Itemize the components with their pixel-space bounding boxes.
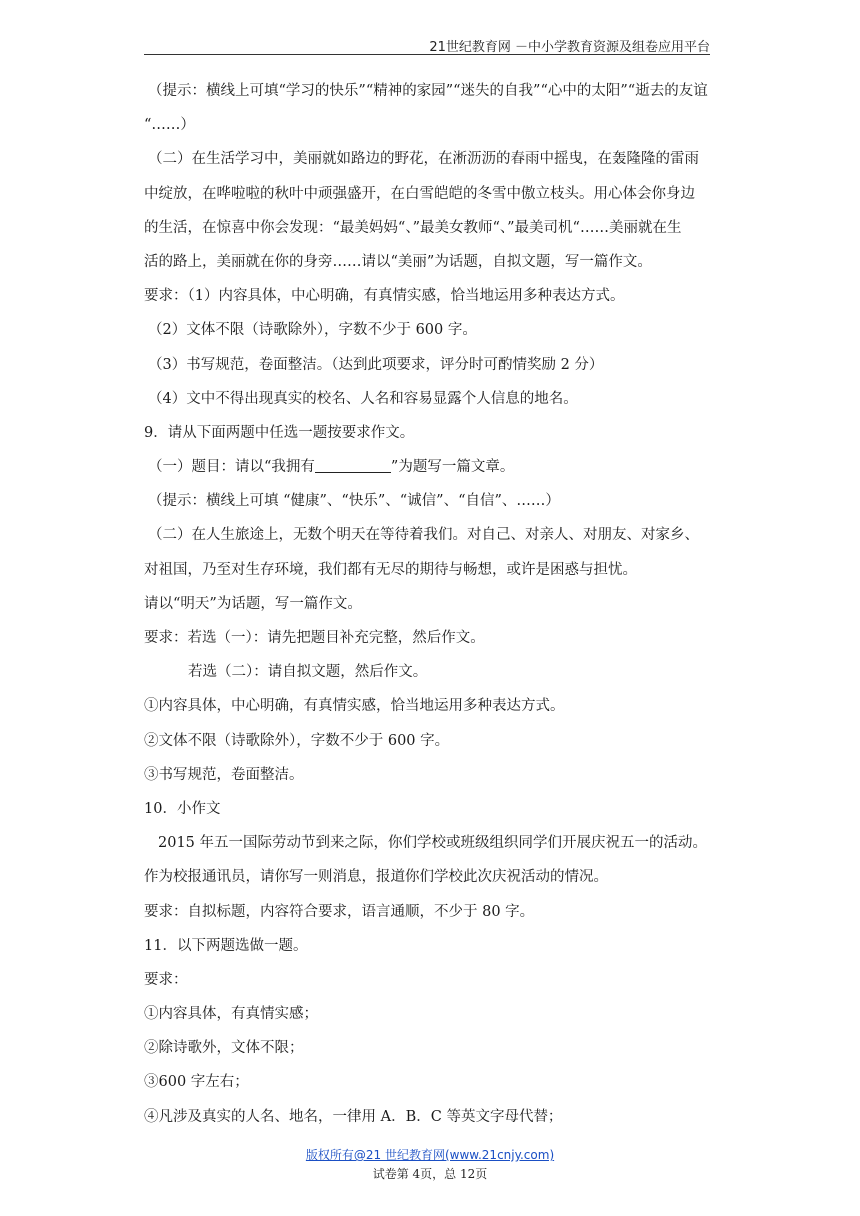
fill-blank [315,456,391,473]
text-line: 请以“明天”为话题，写一篇作文。 [144,595,362,612]
text-line: 若选（二）：请自拟文题，然后作文。 [188,664,428,681]
text-line: （4）文中不得出现真实的校名、人名和容易显露个人信息的地名。 [148,390,578,407]
text-line: 要求： [144,971,188,988]
text-line: 中绽放，在哗啦啦的秋叶中顽强盛开，在白雪皑皑的冬雪中傲立枝头。用心体会你身边 [144,185,695,202]
text-line: （2）文体不限（诗歌除外），字数不少于 600 字。 [148,322,477,339]
text-line: 作为校报通讯员，请你写一则消息，报道你们学校此次庆祝活动的情况。 [144,869,608,886]
text-line: （二）在人生旅途上，无数个明天在等待着我们。对自己、对亲人、对朋友、对家乡、 [148,527,699,544]
header-title: 21世纪教育网 －中小学教育资源及组卷应用平台 [429,40,710,55]
text-line: ②除诗歌外，文体不限； [144,1040,304,1057]
text-line: ③600 字左右； [144,1074,249,1091]
text-line: “……） [144,117,195,134]
text-line: ①内容具体，有真情实感； [144,1006,318,1023]
page-header [144,34,710,55]
page-footer [0,1146,860,1182]
text-line: ④凡涉及真实的人名、地名，一律用 A．B．C 等英文字母代替； [144,1108,563,1125]
text-line: 要求：自拟标题，内容符合要求，语言通顺，不少于 80 字。 [144,903,535,920]
text-line: 要求：若选（一）：请先把题目补充完整，然后作文。 [144,630,485,646]
text-line: 2015 年五一国际劳动节到来之际，你们学校或班级组织同学们开展庆祝五一的活动。 [158,835,708,852]
text-line: ②文体不限（诗歌除外），字数不少于 600 字。 [144,732,450,749]
text-line: 活的路上，美丽就在你的身旁……请以“美丽”为话题，自拟文题，写一篇作文。 [144,253,652,270]
text-line: （二）在生活学习中，美丽就如路边的野花，在淅沥沥的春雨中摇曳，在轰隆隆的雷雨 [148,151,699,168]
text-line-with-blank [144,454,716,488]
question-heading: 11．以下两题选做一题。 [144,937,308,954]
text-line: 要求：（1）内容具体，中心明确，有真情实感，恰当地运用多种表达方式。 [144,288,625,305]
blank-suffix: ”为题写一篇文章。 [390,459,515,476]
text-line: 对祖国，乃至对生存环境，我们都有无尽的期待与畅想，或许是困惑与担忧。 [144,561,637,578]
question-heading: 9．请从下面两题中任选一题按要求作文。 [144,424,415,441]
text-line: （3）书写规范，卷面整洁。（达到此项要求，评分时可酌情奖励 2 分） [148,356,604,373]
page-number: 试卷第 4页，总 12页 [372,1167,488,1181]
text-line: ③书写规范，卷面整洁。 [144,766,304,783]
text-line: 的生活，在惊喜中你会发现：“最美妈妈“、”最美女教师“、”最美司机“……美丽就在生 [144,219,682,236]
document-body [144,78,716,1138]
copyright-link[interactable]: 版权所有@21 世纪教育网(www.21cnjy.com) [305,1148,555,1162]
text-line: （提示：横线上可填“学习的快乐”“精神的家园”“迷失的自我”“心中的太阳”“逝去的友谊 [148,83,708,99]
text-line: （提示：横线上可填 “健康”、“快乐”、“诚信”、“自信”、……） [148,493,560,510]
text-line: ①内容具体，中心明确，有真情实感，恰当地运用多种表达方式。 [144,698,565,715]
question-heading: 10．小作文 [144,800,221,817]
blank-prefix: （一）题目：请以“我拥有 [148,459,315,476]
